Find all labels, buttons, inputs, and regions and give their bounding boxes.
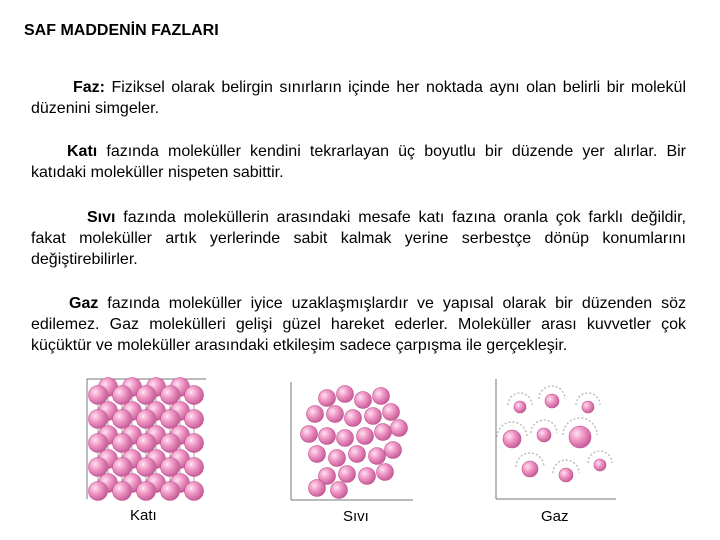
solid-molecule [137, 458, 156, 477]
liquid-molecule [309, 446, 326, 463]
solid-molecule [113, 482, 132, 501]
liquid-molecule [355, 392, 372, 409]
liquid-molecule [373, 388, 390, 405]
paragraph-faz [31, 77, 686, 119]
solid-molecule [113, 386, 132, 405]
liquid-molecule [301, 426, 318, 443]
solid-molecule [137, 434, 156, 453]
gas-molecule [545, 394, 559, 408]
definition-sivi: fazında moleküllerin arasındaki mesafe katı fazına oranla çok farklı değildir, fakat moleküller artık yerlerinde sabit kalmak yerine serbestçe dönüp konumlarını değiştirebilirler. [31, 209, 686, 268]
solid-molecule [185, 482, 204, 501]
liquid-phase-illustration [287, 380, 415, 504]
solid-molecule [89, 458, 108, 477]
gas-molecule [522, 461, 538, 477]
liquid-molecule [309, 480, 326, 497]
liquid-caption: Sıvı [343, 508, 369, 525]
liquid-molecule [307, 406, 324, 423]
gas-caption: Gaz [541, 508, 569, 525]
gas-molecule [594, 459, 606, 471]
gas-molecule [537, 428, 551, 442]
solid-molecule [185, 386, 204, 405]
liquid-molecule [385, 442, 402, 459]
liquid-molecule [377, 464, 394, 481]
solid-molecule [89, 434, 108, 453]
solid-molecule [113, 458, 132, 477]
liquid-molecule [339, 466, 356, 483]
gas-molecule [569, 426, 591, 448]
liquid-molecule [349, 446, 366, 463]
solid-molecule [185, 458, 204, 477]
solid-molecule [185, 434, 204, 453]
solid-molecule [161, 458, 180, 477]
solid-molecule [161, 482, 180, 501]
solid-molecule [89, 386, 108, 405]
liquid-molecule [383, 404, 400, 421]
definition-kati: fazında moleküller kendini tekrarlayan üç boyutlu bir düzende yer alırlar. Bir katıdaki moleküller nispeten sabittir. [31, 143, 686, 181]
page-title: SAF MADDENİN FAZLARI [24, 22, 219, 39]
solid-molecule [89, 410, 108, 429]
definition-faz: Fiziksel olarak belirgin sınırların içinde her noktada aynı olan belirli bir molekül düzenini simgeler. [31, 79, 686, 117]
gas-molecule [582, 401, 594, 413]
liquid-molecule [337, 386, 354, 403]
liquid-molecule [369, 448, 386, 465]
definition-gaz: fazında moleküller iyice uzaklaşmışlardır ve yapısal olarak bir düzenden söz edilemez. Gaz molekülleri gelişi güzel hareket ederler. Moleküller arası kuvvetler çok küçüktür ve moleküller arasındaki etkileşim sadece çarpışma ile gerçekleşir. [31, 295, 686, 354]
gas-molecule [514, 401, 526, 413]
liquid-molecule [337, 430, 354, 447]
gas-molecule [559, 468, 573, 482]
liquid-molecule [359, 468, 376, 485]
solid-molecule [137, 410, 156, 429]
liquid-molecule [331, 482, 348, 499]
solid-molecule [89, 482, 108, 501]
liquid-molecule [345, 410, 362, 427]
liquid-molecule [327, 406, 344, 423]
paragraph-gaz [31, 293, 686, 356]
solid-molecule [161, 434, 180, 453]
term-gaz: Gaz [69, 295, 99, 312]
solid-caption: Katı [130, 507, 157, 524]
term-kati: Katı [67, 143, 98, 160]
liquid-molecule [329, 450, 346, 467]
paragraph-sivi [31, 207, 686, 270]
solid-molecule [113, 434, 132, 453]
liquid-molecule [365, 408, 382, 425]
liquid-molecule [357, 428, 374, 445]
solid-molecule [113, 410, 132, 429]
solid-molecule [161, 386, 180, 405]
solid-phase-illustration [84, 377, 208, 501]
gas-molecule [503, 430, 521, 448]
liquid-molecule [375, 424, 392, 441]
gas-phase-illustration [492, 377, 618, 501]
liquid-molecule [319, 390, 336, 407]
solid-molecule [185, 410, 204, 429]
liquid-molecule [319, 428, 336, 445]
solid-molecule [137, 386, 156, 405]
term-faz: Faz: [73, 79, 105, 96]
liquid-molecule [391, 420, 408, 437]
paragraph-kati [31, 141, 686, 183]
solid-molecule [137, 482, 156, 501]
term-sivi: Sıvı [87, 209, 116, 226]
solid-molecule [161, 410, 180, 429]
